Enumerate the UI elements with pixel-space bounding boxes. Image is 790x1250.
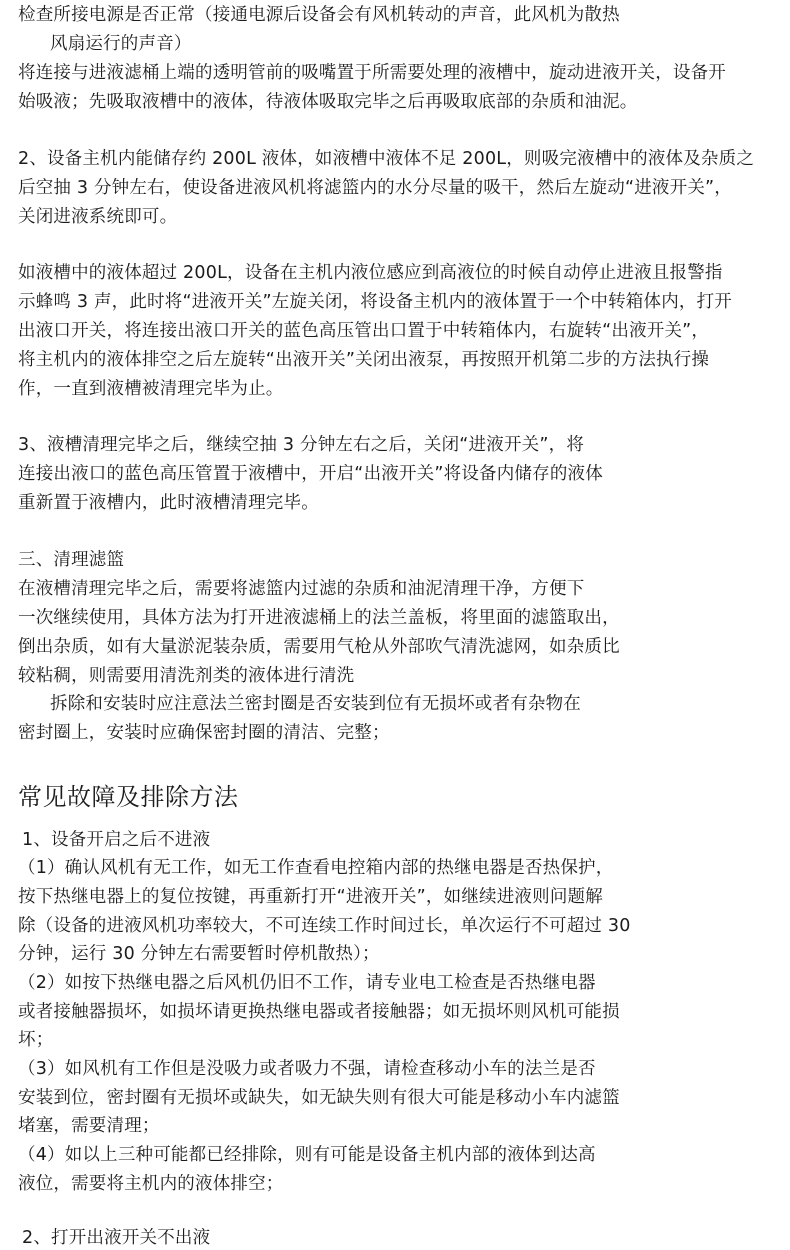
text-line: 除（设备的进液风机功率较大，不可连续工作时间过长，单次运行不可超过 30 xyxy=(18,916,631,936)
text-line: 2、设备主机内能储存约 200L 液体，如液槽中液体不足 200L，则吸完液槽中的液体及杂质之 xyxy=(18,149,755,169)
text-line: 重新置于液槽内，此时液槽清理完毕。 xyxy=(18,493,319,513)
text-line: 1、设备开启之后不进液 xyxy=(22,830,211,850)
text-line: 2、打开出液开关不出液 xyxy=(22,1228,211,1248)
text-line: 倒出杂质，如有大量淤泥装杂质，需要用气枪从外部吹气清洗滤网，如杂质比 xyxy=(18,637,620,657)
text-line: 一次继续使用，具体方法为打开进液滤桶上的法兰盖板，将里面的滤篮取出， xyxy=(18,608,620,628)
text-line: 拆除和安装时应注意法兰密封圈是否安装到位有无损坏或者有杂物在 xyxy=(50,694,581,714)
text-line: 连接出液口的蓝色高压管置于液槽中，开启“出液开关”将设备内储存的液体 xyxy=(18,464,603,484)
text-line: 分钟，运行 30 分钟左右需要暂时停机散热）； xyxy=(18,944,380,964)
text-line: 安装到位，密封圈有无损坏或缺失，如无缺失则有很大可能是移动小车内滤篮 xyxy=(18,1088,620,1108)
text-line: 风扇运行的声音） xyxy=(50,34,192,54)
text-line: 始吸液；先吸取液槽中的液体，待液体吸取完毕之后再吸取底部的杂质和油泥。 xyxy=(18,92,638,112)
text-line: （1）确认风机有无工作，如无工作查看电控箱内部的热继电器是否热保护， xyxy=(18,858,614,878)
text-line: 将连接与进液滤桶上端的透明管前的吸嘴置于所需要处理的液槽中，旋动进液开关，设备开 xyxy=(18,63,726,83)
text-line: 如液槽中的液体超过 200L，设备在主机内液位感应到高液位的时候自动停止进液且报警指 xyxy=(18,263,723,283)
text-line: 将主机内的液体排空之后左旋转“出液开关”关闭出液泵，再按照开机第二步的方法执行操 xyxy=(18,350,710,370)
text-line: （3）如风机有工作但是没吸力或者吸力不强，请检查移动小车的法兰是否 xyxy=(18,1059,596,1079)
text-line: 液位，需要将主机内的液体排空； xyxy=(18,1174,284,1194)
text-line: 较粘稠，则需要用清洗剂类的液体进行清洗 xyxy=(18,666,355,686)
text-line: 检查所接电源是否正常（接通电源后设备会有风机转动的声音，此风机为散热 xyxy=(18,5,620,25)
text-line: 密封圈上，安装时应确保密封圈的清洁、完整； xyxy=(18,723,390,743)
text-line: 关闭进液系统即可。 xyxy=(18,207,178,227)
text-line: 堵塞，需要清理； xyxy=(18,1116,160,1136)
text-line: 后空抽 3 分钟左右，使设备进液风机将滤篮内的水分尽量的吸干，然后左旋动“进液开关”， xyxy=(18,178,732,198)
text-line: 或者接触器损坏，如损坏请更换热继电器或者接触器；如无损坏则风机可能损 xyxy=(18,1002,620,1022)
text-line: 坏； xyxy=(18,1030,54,1050)
text-line: 3、液槽清理完毕之后，继续空抽 3 分钟左右之后，关闭“进液开关”，将 xyxy=(18,435,585,455)
text-line: （4）如以上三种可能都已经排除，则有可能是设备主机内部的液体到达高 xyxy=(18,1145,596,1165)
text-line: 按下热继电器上的复位按键，再重新打开“进液开关”，如继续进液则问题解 xyxy=(18,887,603,907)
text-line: 在液槽清理完毕之后，需要将滤篮内过滤的杂质和油泥清理干净，方便下 xyxy=(18,579,585,599)
text-line: 出液口开关，将连接出液口开关的蓝色高压管出口置于中转箱体内，右旋转“出液开关”， xyxy=(18,321,710,341)
section-title: 三、清理滤篮 xyxy=(18,550,125,570)
text-line: 作，一直到液槽被清理完毕为止。 xyxy=(18,379,284,399)
text-line: 示蜂鸣 3 声，此时将“进液开关”左旋关闭，将设备主机内的液体置于一个中转箱体内，打开 xyxy=(18,292,732,312)
text-line: （2）如按下热继电器之后风机仍旧不工作，请专业电工检查是否热继电器 xyxy=(18,973,596,993)
page-heading: 常见故障及排除方法 xyxy=(18,783,239,811)
